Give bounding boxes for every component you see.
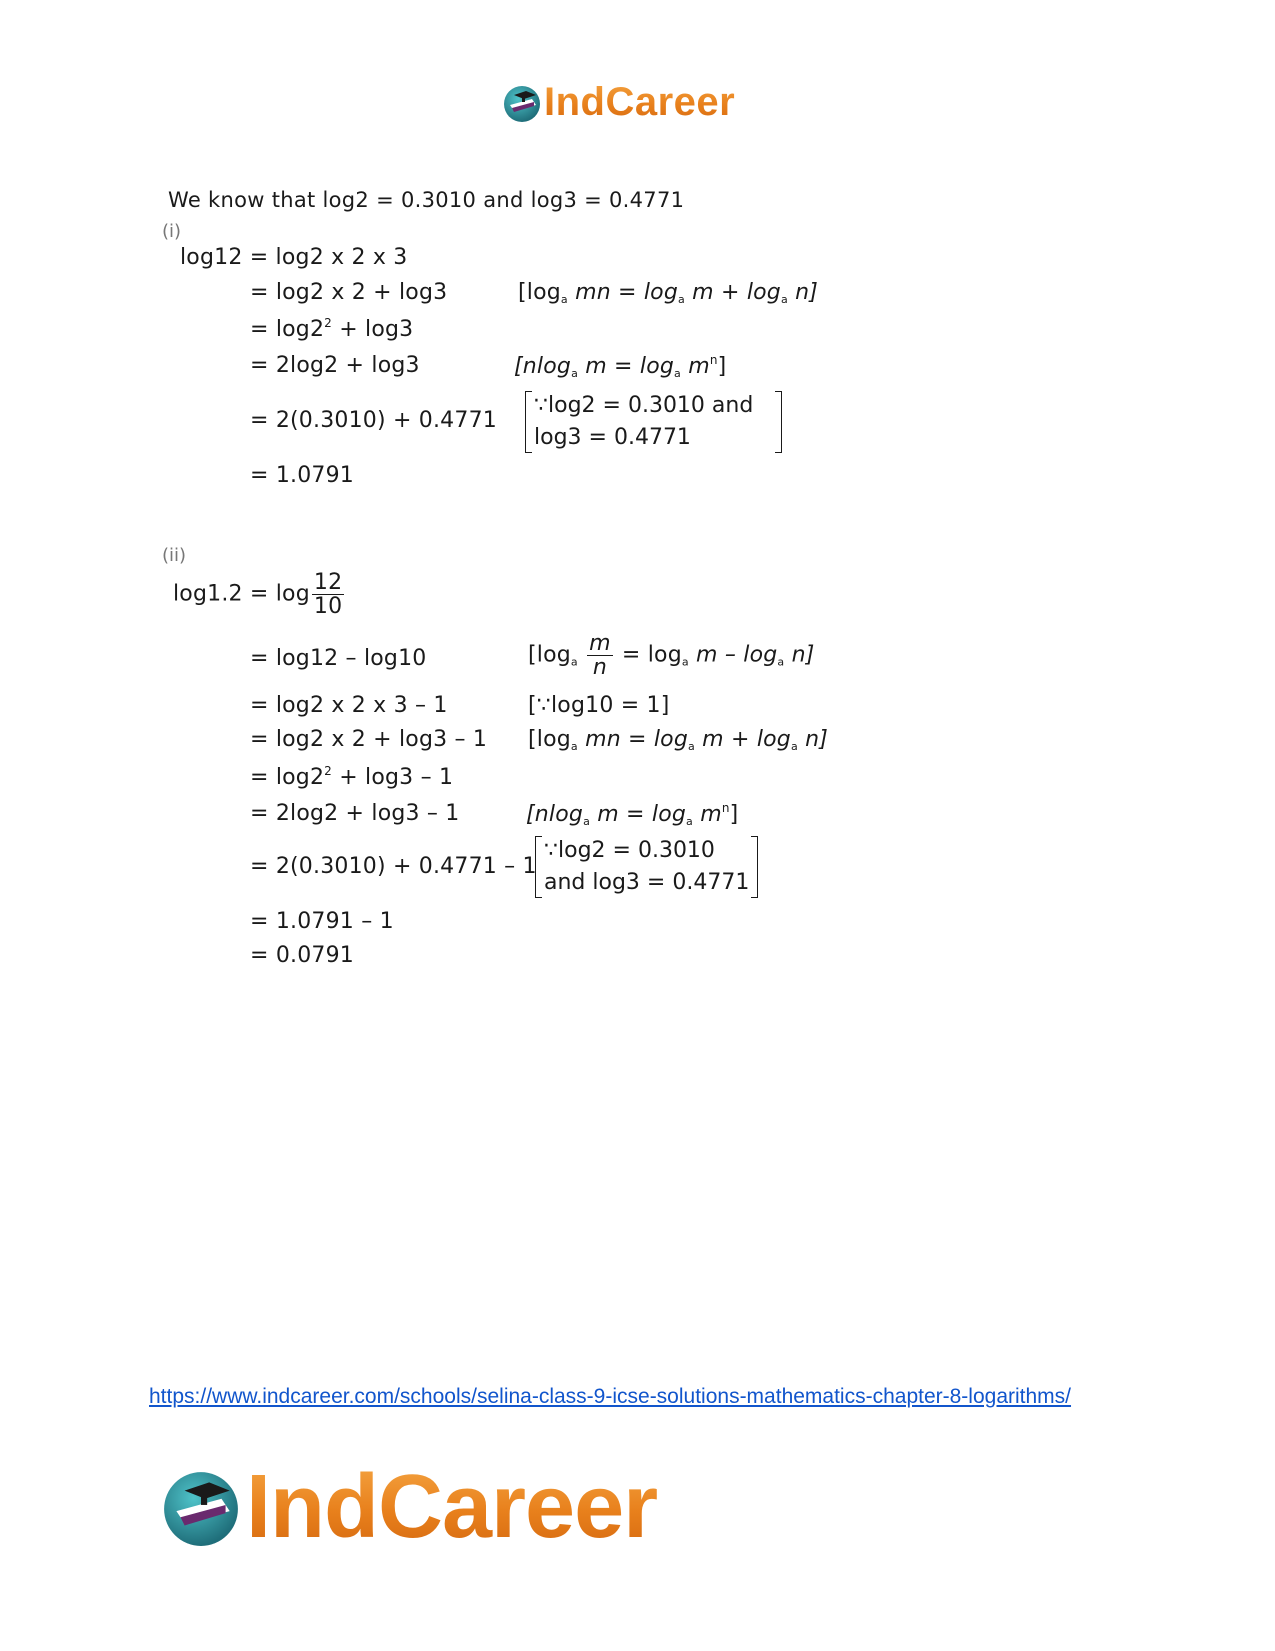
part-i-step-3: = $\log 2^2 + \log 3$ — [250, 316, 414, 342]
intro-text: We know that log2 = 0.3010 and log3 = 0.4771 — [168, 188, 685, 212]
graduation-book-icon — [502, 83, 542, 123]
fraction: $\frac{m}{n}$ — [589, 631, 611, 681]
part-ii-step-4: = log2 x 2 + log3 – 1 — [250, 727, 488, 752]
logo-wordmark: IndCareer — [246, 1457, 658, 1557]
part-ii-label: (ii) — [162, 545, 187, 566]
part-ii-step-3: = log2 x 2 x 3 – 1 — [250, 693, 448, 718]
part-ii-step-9: = 0.0791 — [250, 943, 355, 968]
part-i-label: (i) — [162, 221, 182, 242]
part-i-step-6: = 1.0791 — [250, 463, 355, 488]
part-ii-step-3-justification: [∵log10 = 1] — [528, 693, 670, 718]
part-ii-step-8: = 1.0791 – 1 — [250, 909, 394, 934]
part-ii-step-6: = 2log2 + log3 – 1 — [250, 801, 460, 826]
part-ii-step-7-justification: ∵log2 = 0.3010 and log3 = 0.4771 — [535, 836, 758, 898]
part-ii-step-2: = log12 – log10 — [250, 646, 427, 671]
part-ii-step-1: log1.2 = log $\frac{12}{10}$ — [173, 570, 343, 620]
fraction: $\frac{12}{10}$ — [313, 570, 343, 620]
part-i-step-5: = 2(0.3010) + 0.4771 — [250, 408, 497, 433]
part-i-step-2-justification: [$\log_a$ mn = $\log_a m + \log_a n$] — [518, 280, 819, 306]
part-i-step-4: = 2log2 + log3 — [250, 353, 420, 378]
source-link[interactable]: https://www.indcareer.com/schools/selina-class-9-icse-solutions-mathematics-chapter-8-logarithms/ — [149, 1385, 1072, 1408]
part-ii-step-6-justification: [nlog$_a$ $m = \log_a m^n$] — [526, 801, 739, 828]
part-ii-step-7: = 2(0.3010) + 0.4771 – 1 — [250, 854, 537, 879]
header-logo — [502, 80, 735, 125]
footer-logo — [160, 1457, 658, 1557]
part-ii-step-4-justification: [$\log_a$ mn = $\log_a m + \log_a n$] — [528, 727, 829, 753]
part-ii-step-2-justification: [$\log_a$ $\frac{m}{n}$ = $\log_a m - \log_a n$] — [528, 631, 815, 681]
graduation-book-icon — [160, 1466, 242, 1548]
part-ii-step-5: = $\log 2^2 + \log 3 - 1$ — [250, 764, 454, 790]
part-i-step-4-justification: [nlog$_a$ $m = \log_a m^n$] — [514, 353, 727, 380]
part-i-step-2: = log2 x 2 + log3 — [250, 280, 448, 305]
logo-wordmark: IndCareer — [544, 80, 736, 124]
part-i-step-1: log12 = log2 x 2 x 3 — [180, 245, 408, 270]
part-i-step-5-justification: ∵log2 = 0.3010 and log3 = 0.4771 — [525, 391, 782, 453]
